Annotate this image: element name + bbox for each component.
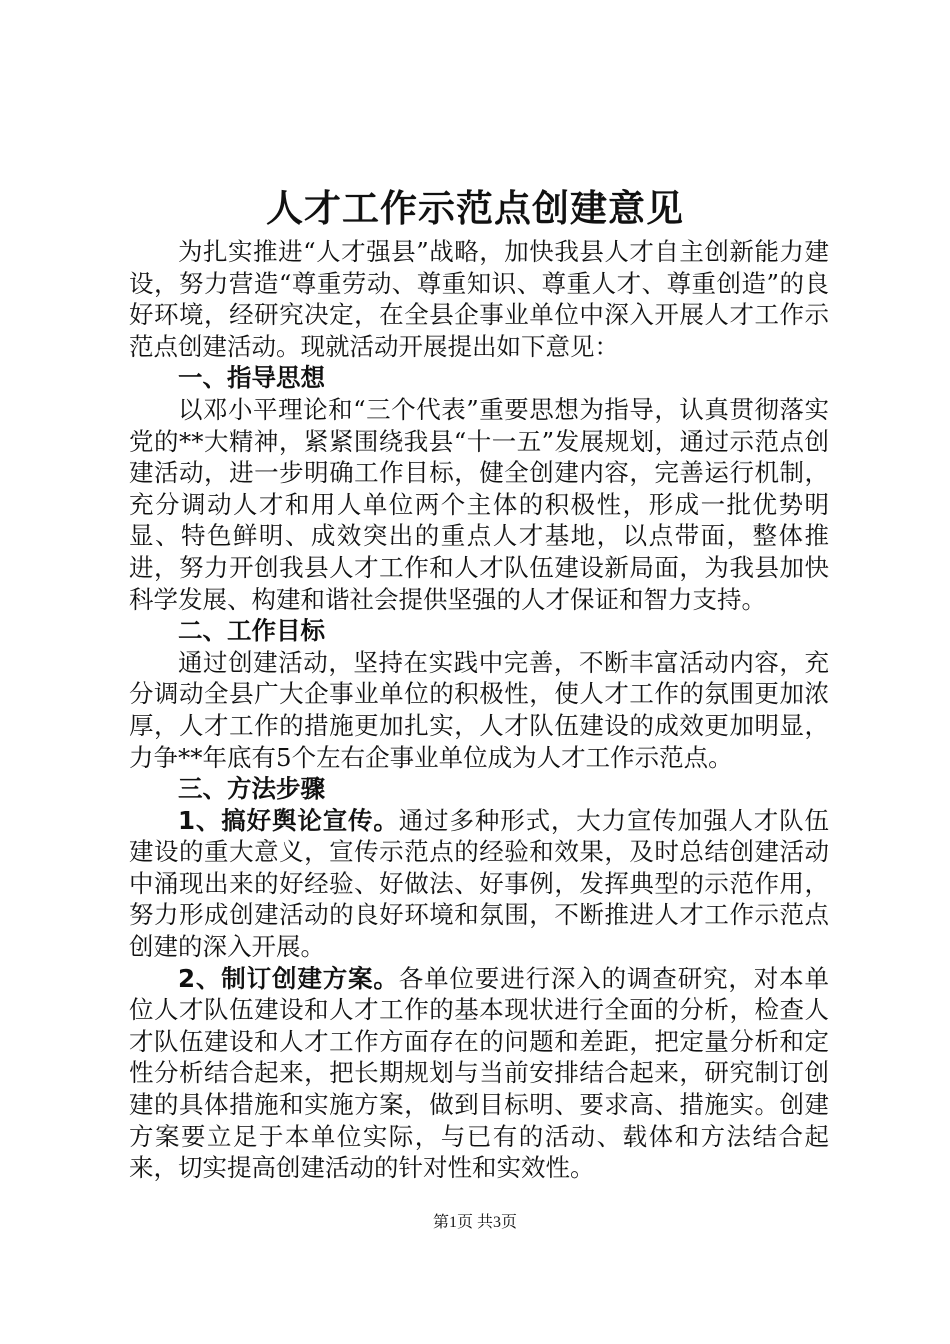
step-lead-plan: 2、制订创建方案。 [178, 963, 399, 993]
section-heading-methods-steps: 三、方法步骤 [178, 774, 325, 804]
section-paragraph-guiding-ideology: 以邓小平理论和“三个代表”重要思想为指导，认真贯彻落实党的**大精神，紧紧围绕我县“十一五”发展规划，通过示范点创建活动，进一步明确工作目标，健全创建内容，完善运行机制，充分调动人才和用人单位两个主体的积极性，形成一批优势明显、特色鲜明、成效突出的重点人才基地，以点带面，整体推进，努力开创我县人才工作和人才队伍建设新局面，为我县加快科学发展、构建和谐社会提供坚强的人才保证和智力支持。 [129, 394, 829, 614]
document-title: 人才工作示范点创建意见 [266, 186, 684, 230]
step-text-publicity: 通过多种形式，大力宣传加强人才队伍建设的重大意义，宣传示范点的经验和效果，及时总结创建活动中涌现出来的好经验、好做法、好事例，发挥典型的示范作用，努力形成创建活动的良好环境和氛围，不断推进人才工作示范点创建的深入开展。 [129, 805, 830, 962]
section-paragraph-work-goals: 通过创建活动，坚持在实践中完善，不断丰富活动内容，充分调动全县广大企事业单位的积极性，使人才工作的氛围更加浓厚，人才工作的措施更加扎实，人才队伍建设的成效更加明显，力争**年底有5个左右企事业单位成为人才工作示范点。 [129, 647, 829, 772]
section-heading-work-goals: 二、工作目标 [178, 616, 325, 646]
document-body [129, 236, 829, 1184]
section-heading-guiding-ideology: 一、指导思想 [178, 363, 325, 393]
step-paragraph-publicity [129, 805, 829, 963]
step-text-plan: 各单位要进行深入的调查研究，对本单位人才队伍建设和人才工作的基本现状进行全面的分析，检查人才队伍建设和人才工作方面存在的问题和差距，把定量分析和定性分析结合起来，把长期规划与当前安排结合起来，研究制订创建的具体措施和实施方案，做到目标明、要求高、措施实。创建方案要立足于本单位实际，与已有的活动、载体和方法结合起来，切实提高创建活动的针对性和实效性。 [129, 963, 830, 1183]
intro-paragraph: 为扎实推进“人才强县”战略，加快我县人才自主创新能力建设，努力营造“尊重劳动、尊重知识、尊重人才、尊重创造”的良好环境，经研究决定，在全县企事业单位中深入开展人才工作示范点创建活动。现就活动开展提出如下意见： [129, 237, 829, 361]
page-number-footer: 第1页 共3页 [432, 1214, 517, 1231]
step-lead-publicity: 1、搞好舆论宣传。 [178, 805, 399, 835]
step-paragraph-plan [129, 963, 829, 1184]
